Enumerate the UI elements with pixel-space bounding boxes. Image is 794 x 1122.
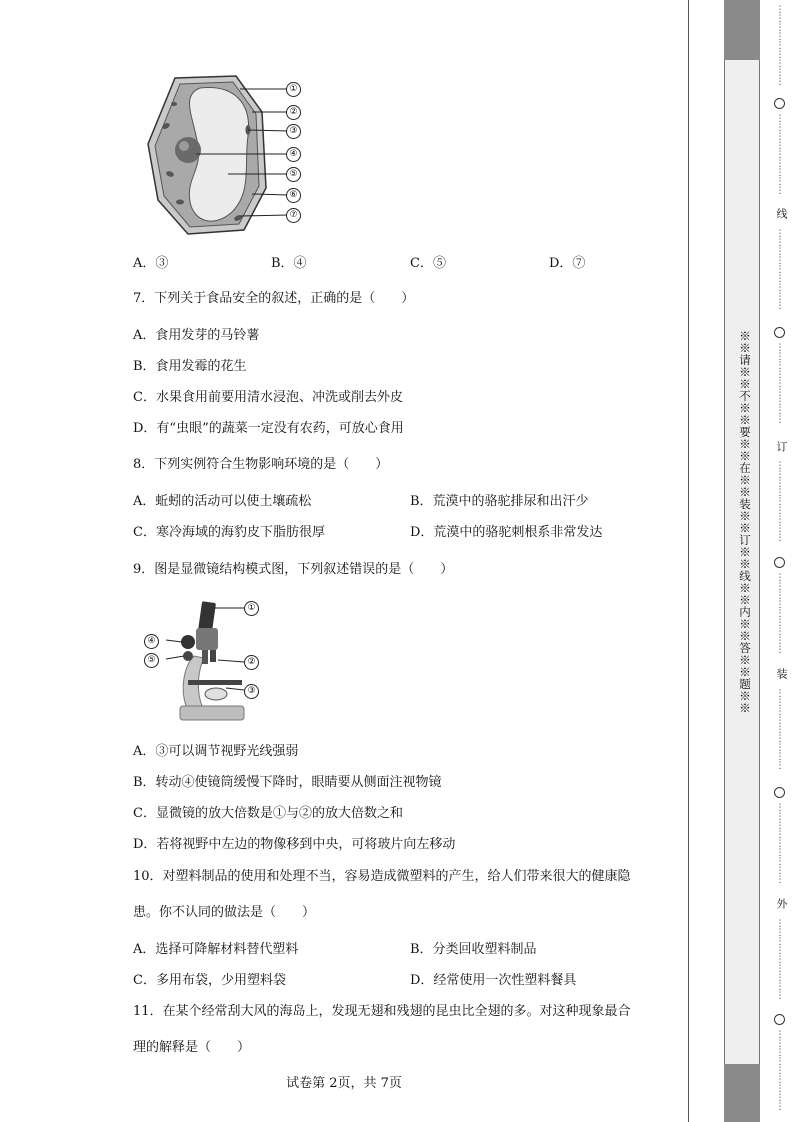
microscope-figure [140,598,265,726]
cell-callout-2: ② [286,105,301,120]
binding-gray-cap-bottom [724,1064,760,1122]
microscope-callout-3: ③ [244,684,259,699]
binding-circle [774,787,785,798]
binding-circle [774,327,785,338]
binding-dotted-line [771,0,789,1122]
binding-word-xian: 线 [775,208,788,219]
cell-callout-1: ① [286,82,301,97]
dot-segment: ⋮ ⋮ ⋮ ⋮ ⋮ ⋮ ⋮ ⋮ ⋮ [775,114,785,196]
q10-option-c[interactable]: C．多用布袋，少用塑料袋 [133,973,286,988]
q8-stem: 8．下列实例符合生物影响环境的是（ ） [133,457,389,472]
dot-segment: ⋮ ⋮ ⋮ ⋮ ⋮ ⋮ ⋮ ⋮ ⋮ [775,803,785,885]
cell-callout-7: ⑦ [286,208,301,223]
binding-word-ding: 订 [775,441,788,452]
dot-segment: ⋮ ⋮ ⋮ ⋮ ⋮ ⋮ ⋮ ⋮ ⋮ [775,689,785,771]
q9-stem: 9．图是显微镜结构模式图，下列叙述错误的是（ ） [133,562,454,577]
q9-option-d[interactable]: D．若将视野中左边的物像移到中央，可将玻片向左移动 [133,837,456,852]
q11-stem-line2: 理的解释是（ ） [133,1040,251,1055]
microscope-callout-2: ② [244,655,259,670]
microscope-callout-5: ⑤ [144,653,159,668]
q7-option-a[interactable]: A．食用发芽的马铃薯 [133,328,260,343]
cell-callout-4: ④ [286,147,301,162]
q8-option-a[interactable]: A．蚯蚓的活动可以使土壤疏松 [133,494,312,509]
q11-stem-line1: 11．在某个经常刮大风的海岛上，发现无翅和残翅的昆虫比全翅的多。对这种现象最合 [133,1004,631,1019]
q8-option-c[interactable]: C．寒冷海域的海豹皮下脂肪很厚 [133,525,325,540]
q10-option-d[interactable]: D．经常使用一次性塑料餐具 [410,973,577,988]
dot-segment: ⋮ ⋮ ⋮ ⋮ ⋮ ⋮ ⋮ ⋮ ⋮ [775,5,785,87]
q8-option-d[interactable]: D．荒漠中的骆驼刺根系非常发达 [410,525,603,540]
q9-option-b[interactable]: B．转动④使镜筒缓慢下降时，眼睛要从侧面注视物镜 [133,775,442,790]
binding-notice: ※※请※※不※※要※※在※※装※※订※※线※※内※※答※※题※※ [738,330,752,714]
q10-option-b[interactable]: B．分类回收塑料制品 [410,942,537,957]
binding-word-zhuang: 装 [775,668,788,679]
q6-option-b[interactable]: B．④ [271,256,307,271]
cell-callout-3: ③ [286,124,301,139]
microscope-callout-1: ① [244,601,259,616]
q7-option-d[interactable]: D．有“虫眼”的蔬菜一定没有农药，可放心食用 [133,421,404,436]
binding-border-line [688,0,689,1122]
binding-word-wai: 外 [775,898,788,909]
dot-segment: ⋮ ⋮ ⋮ ⋮ ⋮ ⋮ ⋮ ⋮ ⋮ [775,919,785,1001]
q10-option-a[interactable]: A．选择可降解材料替代塑料 [133,942,299,957]
dot-segment: ⋮ ⋮ ⋮ ⋮ ⋮ ⋮ ⋮ ⋮ ⋮ [775,1030,785,1112]
q6-option-c[interactable]: C．⑤ [410,256,446,271]
binding-gray-cap-top [724,0,760,60]
q9-option-c[interactable]: C．显微镜的放大倍数是①与②的放大倍数之和 [133,806,403,821]
q6-option-d[interactable]: D．⑦ [549,256,586,271]
q10-stem-line2: 患。你不认同的做法是（ ） [133,905,316,920]
q6-option-a[interactable]: A．③ [133,256,169,271]
q7-option-b[interactable]: B．食用发霉的花生 [133,359,247,374]
microscope-callout-4: ④ [144,634,159,649]
q10-stem-line1: 10．对塑料制品的使用和处理不当，容易造成微塑料的产生，给人们带来很大的健康隐 [133,869,631,884]
dot-segment: ⋮ ⋮ ⋮ ⋮ ⋮ ⋮ ⋮ ⋮ ⋮ [775,343,785,425]
q7-stem: 7．下列关于食品安全的叙述，正确的是（ ） [133,291,415,306]
page-footer: 试卷第 2页，共 7页 [286,1076,402,1091]
q7-option-c[interactable]: C．水果食用前要用清水浸泡、冲洗或削去外皮 [133,390,403,405]
dot-segment: ⋮ ⋮ ⋮ ⋮ ⋮ ⋮ ⋮ ⋮ ⋮ [775,573,785,655]
q8-option-b[interactable]: B．荒漠中的骆驼排尿和出汗少 [410,494,589,509]
dot-segment: ⋮ ⋮ ⋮ ⋮ ⋮ ⋮ ⋮ ⋮ ⋮ [775,461,785,543]
binding-circle [774,98,785,109]
cell-callout-6: ⑥ [286,188,301,203]
binding-circle [774,1014,785,1025]
cell-callout-5: ⑤ [286,167,301,182]
q9-option-a[interactable]: A．③可以调节视野光线强弱 [133,744,299,759]
binding-circle [774,557,785,568]
plant-cell-diagram [140,74,310,240]
plant-cell-figure [140,74,310,240]
dot-segment: ⋮ ⋮ ⋮ ⋮ ⋮ ⋮ ⋮ ⋮ ⋮ [775,229,785,311]
